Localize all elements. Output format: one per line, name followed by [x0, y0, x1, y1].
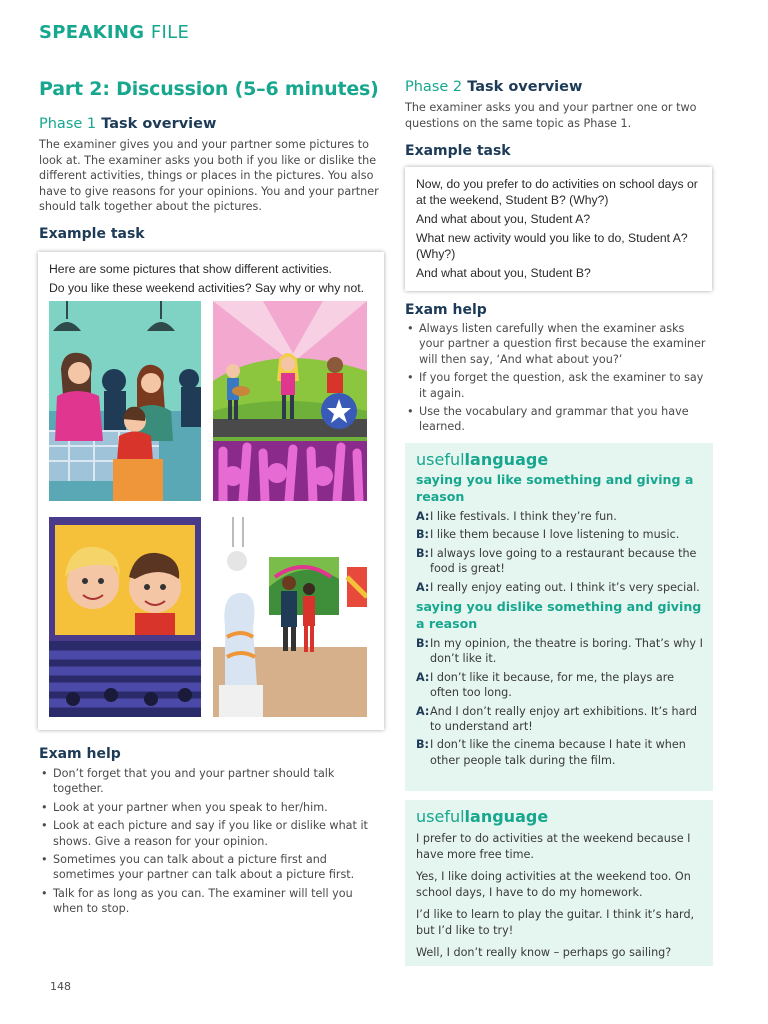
- useful-phrase: Well, I don’t really know – perhaps go sailing?: [416, 946, 672, 959]
- phase2-task-line-4: And what about you, Student B?: [416, 266, 591, 280]
- useful-heading-thin: useful: [416, 450, 465, 469]
- speaker-label: B:: [416, 546, 430, 560]
- festival-picture: [213, 301, 367, 501]
- art-gallery-picture: [213, 517, 367, 717]
- useful-phrase: I prefer to do activities at the weekend because I have more free time.: [416, 832, 691, 861]
- useful-sub-dislike: saying you dislike something and giving a reason: [416, 599, 702, 632]
- phase2-example-heading: Example task: [405, 143, 511, 159]
- phase1-exam-help-item: • Don’t forget that you and your partner should talk together.: [39, 766, 384, 797]
- dialogue-line: [416, 737, 706, 768]
- phase1-task-line-2: Do you like these weekend activities? Say why or why not.: [49, 281, 365, 295]
- speaker-label: A:: [416, 704, 430, 718]
- useful-heading-bold: language: [464, 807, 549, 826]
- phase2-title: [405, 79, 582, 95]
- cinema-picture: [49, 517, 201, 717]
- useful-heading-bold: language: [464, 450, 549, 469]
- phase1-title: [39, 116, 216, 132]
- useful-language-heading-1: [416, 450, 706, 469]
- phase2-exam-help-heading: Exam help: [405, 302, 487, 318]
- dialogue-line: [416, 704, 706, 735]
- phase2-exam-help-item: • Always listen carefully when the examiner asks your partner a question first because the examiner will then say, ‘And what about you?’: [405, 321, 710, 367]
- dialogue-text: And I don’t really enjoy art exhibitions. It’s hard to understand art!: [430, 704, 697, 734]
- dialogue-line: [416, 636, 706, 667]
- phase2-text: The examiner asks you and your partner one or two questions on the same topic as Phase 1.: [405, 101, 697, 130]
- speaker-label: A:: [416, 670, 430, 684]
- phase2-overview: Task overview: [467, 79, 583, 95]
- phase1-exam-help-item: • Look at your partner when you speak to her/him.: [39, 800, 384, 815]
- phase1-example-heading: Example task: [39, 226, 145, 242]
- useful-heading-thin: useful: [416, 807, 465, 826]
- dialogue-text: I don’t like the cinema because I hate it when other people talk during the film.: [430, 738, 686, 767]
- dialogue-text: I like them because I love listening to music.: [430, 528, 680, 542]
- running-head-thin: FILE: [150, 22, 190, 43]
- phase1-exam-help-item: • Look at each picture and say if you like or dislike what it shows. Give a reason for your opinion.: [39, 818, 384, 849]
- phase1-text: The examiner gives you and your partner some pictures to look at. The examiner asks you both if you like or dislike the different activities, things or places in the pictures. You also have to give reasons for your opinions. You and your partner should talk together about the pictures.: [39, 138, 379, 214]
- phase2-task-line-3: What new activity would you like to do, Student A? (Why?): [416, 231, 688, 261]
- useful-phrase: I’d like to learn to play the guitar. I think it’s hard, but I’d like to try!: [416, 908, 695, 937]
- dialogue-line: [416, 546, 706, 577]
- phase1-overview: Task overview: [101, 116, 217, 132]
- dialogue-text: I really enjoy eating out. I think it’s very special.: [430, 580, 700, 594]
- part-title: Part 2: Discussion (5–6 minutes): [39, 78, 379, 100]
- dialogue-text: In my opinion, the theatre is boring. That’s why I don’t like it.: [430, 637, 703, 666]
- phase2-task-line-2: And what about you, Student A?: [416, 212, 591, 226]
- phase2-exam-help-list: [405, 321, 710, 438]
- speaker-label: A:: [416, 580, 430, 594]
- phase1-label: Phase 1: [39, 116, 97, 132]
- speaker-label: B:: [416, 637, 430, 651]
- dialogue-line: [416, 580, 706, 595]
- phase2-exam-help-item: • If you forget the question, ask the examiner to say it again.: [405, 370, 710, 401]
- page-number: 148: [50, 980, 71, 993]
- phase1-task-box: [38, 252, 384, 730]
- phase1-exam-help-heading: Exam help: [39, 746, 121, 762]
- useful-phrase: Yes, I like doing activities at the weekend too. On school days, I have to do my homework.: [416, 870, 691, 899]
- dialogue-text: I always love going to a restaurant because the food is great!: [430, 546, 697, 576]
- useful-language-panel-1: [405, 443, 713, 791]
- phase2-task-line-1: Now, do you prefer to do activities on school days or at the weekend, Student B? (Why?): [416, 177, 698, 207]
- running-head: [39, 22, 189, 43]
- phase1-task-line-1: Here are some pictures that show different activities.: [49, 262, 332, 276]
- useful-sub-like: saying you like something and giving a reason: [416, 472, 694, 504]
- dialogue-line: [416, 509, 706, 524]
- dialogue-text: I don’t like it because, for me, the plays are often too long.: [430, 670, 674, 700]
- speaker-label: A:: [416, 510, 430, 523]
- phase1-exam-help-item: • Sometimes you can talk about a picture first and sometimes your partner can talk about a picture first.: [39, 852, 384, 883]
- dialogue-line: [416, 670, 706, 701]
- speaker-label: B:: [416, 528, 430, 542]
- dialogue-line: [416, 527, 706, 542]
- useful-language-heading-2: [416, 807, 706, 826]
- phase2-exam-help-item: • Use the vocabulary and grammar that you have learned.: [405, 404, 710, 435]
- restaurant-picture: [49, 301, 201, 501]
- phase2-task-box: [405, 167, 712, 291]
- dialogue-text: I like festivals. I think they’re fun.: [430, 510, 617, 523]
- speaker-label: B:: [416, 738, 430, 752]
- phase2-label: Phase 2: [405, 79, 463, 95]
- useful-language-panel-2: [405, 800, 713, 966]
- running-head-bold: SPEAKING: [39, 22, 145, 43]
- phase1-exam-help-item: • Talk for as long as you can. The examiner will tell you when to stop.: [39, 886, 384, 917]
- phase1-exam-help-list: [39, 766, 384, 920]
